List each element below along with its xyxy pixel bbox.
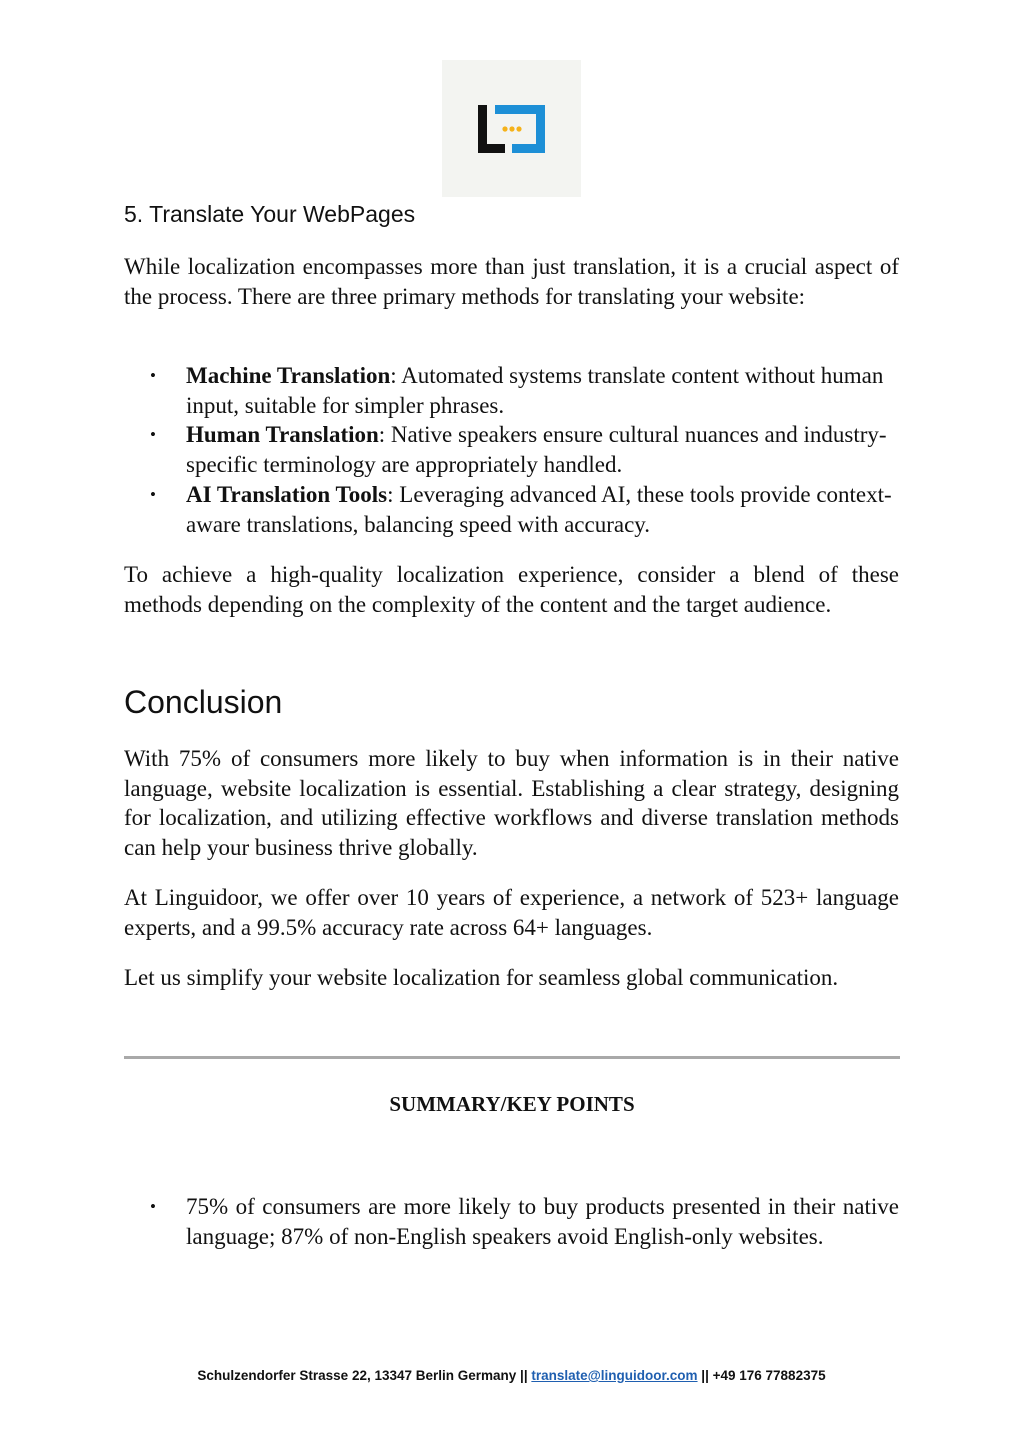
list-item bbox=[150, 361, 899, 420]
horizontal-divider bbox=[124, 1056, 900, 1059]
conclusion-paragraph-2: At Linguidoor, we offer over 10 years of experience, a network of 523+ language experts, and a 99.5% accuracy rate across 64+ languages. bbox=[124, 885, 899, 940]
method-description: : Native speakers ensure cultural nuances and industry-specific terminology are appropriately handled. bbox=[186, 422, 887, 478]
section-closing-paragraph: To achieve a high-quality localization experience, consider a blend of these methods depending on the complexity of the content and the target audience. bbox=[124, 562, 899, 617]
method-description: : Leveraging advanced AI, these tools provide context-aware translations, balancing speed with accuracy. bbox=[186, 481, 892, 537]
conclusion-heading: Conclusion bbox=[124, 684, 283, 720]
conclusion-paragraph-3: Let us simplify your website localization for seamless global communication. bbox=[124, 965, 839, 990]
footer-phone: +49 176 77882375 bbox=[712, 1368, 826, 1383]
company-logo bbox=[442, 60, 581, 197]
method-term: AI Translation Tools bbox=[186, 481, 388, 507]
list-item bbox=[150, 480, 899, 539]
summary-list bbox=[150, 1192, 899, 1251]
footer-separator: || bbox=[697, 1368, 713, 1383]
linguidoor-logo-icon bbox=[442, 60, 581, 197]
section-heading: 5. Translate Your WebPages bbox=[124, 201, 416, 227]
bullet-icon: • bbox=[150, 366, 156, 385]
section-intro-paragraph: While localization encompasses more than just translation, it is a crucial aspect of the process. There are three primary methods for translating your website: bbox=[124, 254, 899, 309]
summary-heading: SUMMARY/KEY POINTS bbox=[389, 1092, 635, 1116]
method-term: Human Translation bbox=[186, 422, 379, 448]
bullet-icon: • bbox=[150, 1197, 156, 1216]
footer-address: Schulzendorfer Strasse 22, 13347 Berlin Germany bbox=[197, 1368, 517, 1383]
list-item bbox=[150, 420, 899, 479]
page-footer bbox=[0, 1366, 1023, 1386]
translation-methods-list bbox=[150, 361, 899, 539]
bullet-icon: • bbox=[150, 425, 156, 445]
summary-point: 75% of consumers are more likely to buy products presented in their native language; 87% of non-English speakers avoid English-only websites. bbox=[186, 1194, 899, 1249]
method-description: : Automated systems translate content without human input, suitable for simpler phrases. bbox=[186, 363, 884, 418]
conclusion-paragraph-1: With 75% of consumers more likely to buy when information is in their native language, website localization is essential. Establishing a clear strategy, designing for localization, and utilizing effective workflows and diverse translation methods can help your business thrive globally. bbox=[124, 746, 899, 861]
list-item bbox=[150, 1192, 899, 1251]
bullet-icon: • bbox=[150, 484, 156, 504]
footer-separator: || bbox=[516, 1368, 532, 1383]
method-term: Machine Translation bbox=[186, 363, 391, 388]
footer-email-link[interactable]: translate@linguidoor.com bbox=[531, 1368, 698, 1383]
